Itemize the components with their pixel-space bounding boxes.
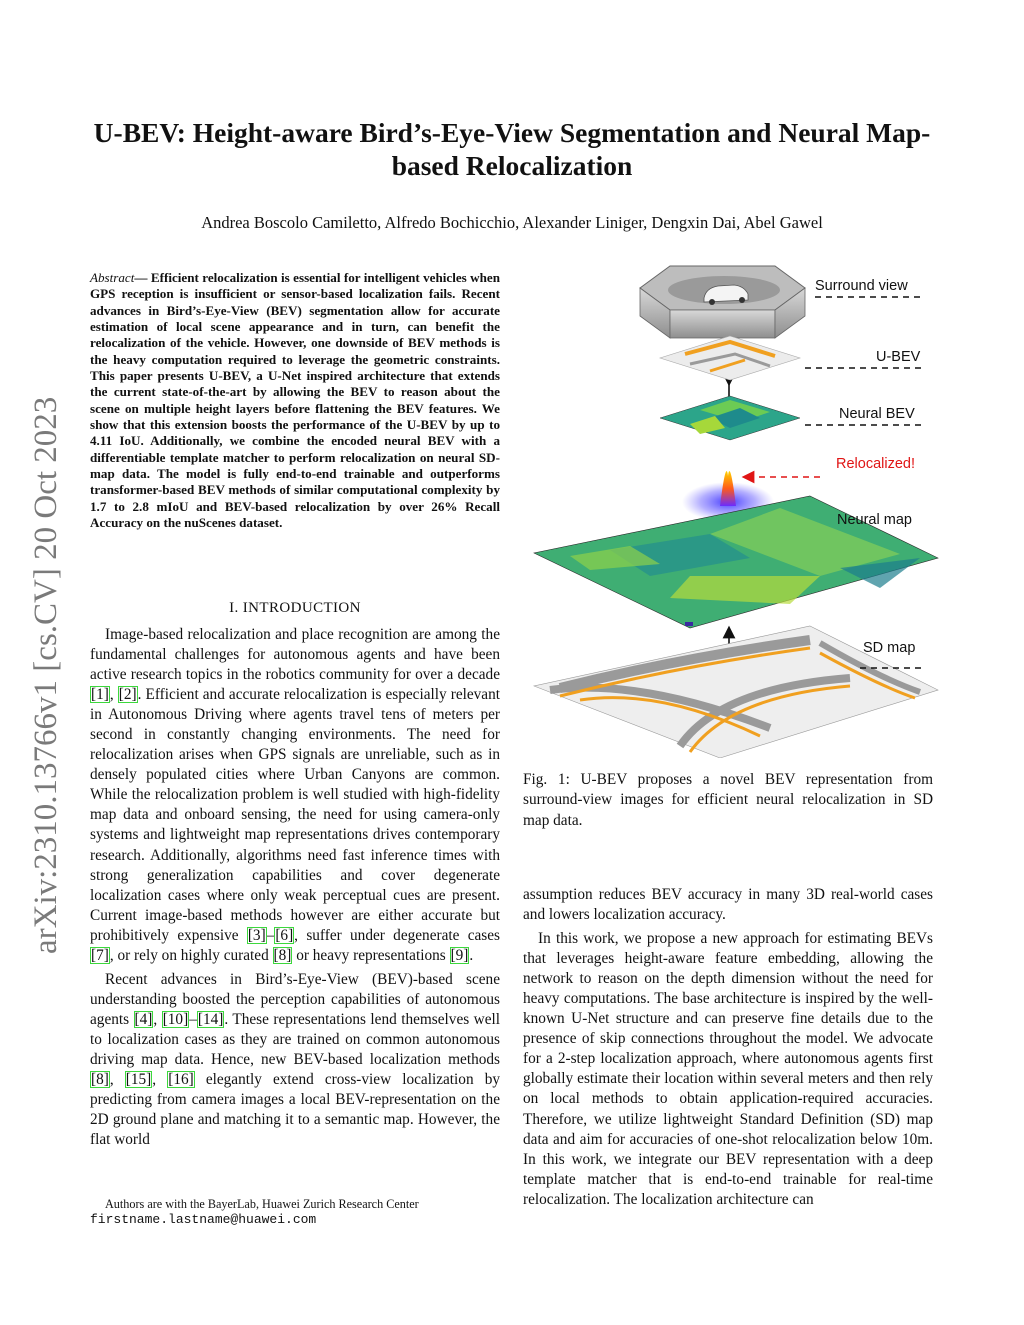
intro-right-column bbox=[523, 885, 933, 1214]
text: , suffer under degenerate cases bbox=[294, 926, 500, 944]
citation-link[interactable]: [8] bbox=[91, 1071, 109, 1089]
citation-link[interactable]: [16] bbox=[168, 1071, 194, 1089]
label-relocalized: Relocalized! bbox=[836, 456, 915, 472]
footnote-affiliation: Authors are with the BayerLab, Huawei Zurich Research Center bbox=[105, 1197, 419, 1211]
intro-left-column bbox=[90, 625, 500, 1154]
text: , bbox=[109, 686, 118, 704]
right-paragraph-1: assumption reduces BEV accuracy in many 3D real-world cases and lowers localization accuracy. bbox=[523, 886, 933, 924]
citation-link[interactable]: [14] bbox=[197, 1010, 224, 1028]
text: . bbox=[469, 946, 474, 964]
text: , or rely on highly curated bbox=[109, 946, 273, 964]
author-list: Andrea Boscolo Camiletto, Alfredo Bochicchio, Alexander Liniger, Dengxin Dai, Abel Gawel bbox=[201, 213, 823, 232]
figure-1 bbox=[520, 258, 940, 758]
text: . These representations lend themselves well to localization cases as they are trained on common autonomous driving map data. Hence, new BEV-based localization methods bbox=[90, 1010, 500, 1068]
footnote bbox=[90, 1197, 500, 1227]
citation-link[interactable]: [7] bbox=[91, 946, 109, 964]
arxiv-id: arXiv:2310.13766v1 [cs.CV] 20 Oct 2023 bbox=[28, 396, 64, 954]
figure-caption: Fig. 1: U-BEV proposes a novel BEV representation from surround-view images for efficient neural relocalization in SD map data. bbox=[523, 771, 933, 829]
text: Image-based relocalization and place recognition are among the fundamental challenges for autonomous agents and have been active research topics in the robotics community for over a decade bbox=[90, 626, 500, 684]
citation-link[interactable]: [10] bbox=[162, 1010, 189, 1028]
abstract bbox=[90, 270, 500, 532]
abstract-text: — Efficient relocalization is essential for intelligent vehicles when GPS reception is insufficient or sensor-based localization fails. Recent advances in Bird’s-Eye-View (BEV) segmentation allow for accurate estimation of local scene appearance and in turn, can benefit the relocalization of the vehicle. However, one downside of BEV methods is the heavy computation required to leverage the geometric constraints. This paper presents U-BEV, a U-Net inspired architecture that extends the current state-of-the-art by allowing the BEV to reason about the scene on multiple height layers before flattening the BEV features. We show that this extension boosts the performance of the U-BEV by up to 4.11 IoU. Additionally, we combine the encoded neural BEV with a differentiable template matcher to perform relocalization on neural SD-map data. The model is fully end-to-end trainable and outperforms transformer-based BEV methods of similar computational complexity by 1.7 to 2.8 mIoU and BEV-based relocalization by over 26% Recall Accuracy on the nuScenes dataset. bbox=[90, 270, 500, 531]
text: , bbox=[109, 1071, 125, 1089]
footnote-email: firstname.lastname@huawei.com bbox=[90, 1212, 317, 1227]
citation-link[interactable]: [2] bbox=[118, 686, 137, 704]
citation-link[interactable]: [9] bbox=[450, 946, 469, 964]
citation-link[interactable]: [6] bbox=[275, 926, 294, 944]
ubev-map bbox=[660, 336, 800, 380]
text: elegantly extend cross-view localization by predicting from camera images a local BEV-representation on the 2D ground plane and matching it to a semantic map. However, the flat world bbox=[90, 1071, 500, 1149]
citation-link[interactable]: [15] bbox=[125, 1071, 152, 1089]
citation-link[interactable]: [8] bbox=[273, 946, 292, 964]
citation-link[interactable]: [3] bbox=[247, 926, 266, 944]
right-paragraph-2: In this work, we propose a new approach for estimating BEVs that leverages height-aware feature embedding, allowing the network to reason on the depth dimension without the need for heavy computations. The base architecture is inspired by the well-known U-Net structure and can preserve fine details due to the presence of skip connections throughout the model. We advocate for a 2-step localization approach, where autonomous agents first globally estimate their location within several meters and then rely on local methods to obtain application-required accuracies. Therefore, we utilize lightweight Standard Definition (SD) map data and aim for accuracies of one-shot relocalization below 10m. In this work, we integrate our BEV representation with a deep template matcher that is end-to-end trainable for real-time relocalization. The localization architecture can bbox=[523, 930, 933, 1208]
citation-link[interactable]: [4] bbox=[134, 1010, 153, 1028]
intro-paragraph-1 bbox=[90, 625, 500, 966]
surround-view-rig bbox=[640, 266, 805, 338]
abstract-label: Abstract bbox=[90, 270, 135, 285]
intro-paragraph-2 bbox=[90, 970, 500, 1150]
section-heading: I. INTRODUCTION bbox=[229, 600, 361, 616]
text: , bbox=[152, 1071, 168, 1089]
paper-title: U-BEV: Height-aware Bird’s-Eye-View Segmentation and Neural Map-based Relocalization bbox=[93, 117, 931, 181]
text: or heavy representations bbox=[292, 946, 450, 964]
label-neural-bev: Neural BEV bbox=[839, 406, 915, 422]
arxiv-stamp bbox=[10, 352, 70, 957]
label-sd-map: SD map bbox=[863, 640, 916, 656]
label-ubev: U-BEV bbox=[876, 349, 921, 365]
citation-link[interactable]: [1] bbox=[91, 686, 109, 704]
text: – bbox=[266, 926, 275, 944]
text: Recent advances in Bird’s-Eye-View (BEV)-based scene understanding boosted the perception capabilities of autonomous agents bbox=[90, 970, 500, 1028]
text: , bbox=[153, 1010, 162, 1028]
label-neural-map: Neural map bbox=[837, 512, 912, 528]
text: . Efficient and accurate relocalization is especially relevant in Autonomous Driving where agents travel tens of meters per second in constantly changing environments. The need for relocalization arises when GPS signals are unreliable, such as in densely populated cities where Urban Canyons are common. While the relocalization problem is well studied with high-fidelity map data and onboard sensing, the need for using camera-only systems and lightweight map representations drives contemporary research. Additionally, algorithms need fast inference times with strong generalization capabilities and cover degenerate localization cases where only weak perceptual cues are present. Current image-based methods however are either accurate but prohibitively expensive bbox=[90, 686, 500, 944]
label-surround-view: Surround view bbox=[815, 278, 908, 294]
text: – bbox=[189, 1010, 197, 1028]
neural-bev bbox=[660, 396, 800, 440]
